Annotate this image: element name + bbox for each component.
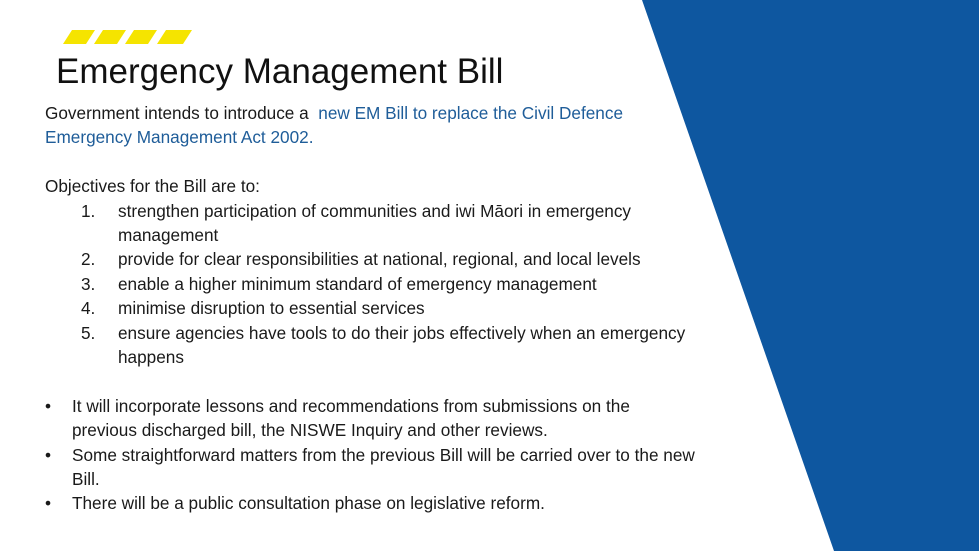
list-item [81, 296, 695, 320]
yellow-stripes-logo [63, 30, 192, 44]
intro-lead: Government intends to introduce a [45, 103, 309, 123]
slide-body [45, 101, 695, 516]
bullet-list [45, 394, 695, 516]
list-text: It will incorporate lessons and recommendations from submissions on the previous discharged bill, the NISWE Inquiry and other reviews. [72, 395, 630, 441]
yellow-stripe [157, 30, 192, 44]
slide-title: Emergency Management Bill [56, 52, 504, 91]
objectives-list [45, 199, 695, 370]
intro-paragraph [45, 101, 695, 150]
list-item [45, 394, 695, 443]
list-text: ensure agencies have tools to do their jobs effectively when an emergency happens [118, 322, 686, 368]
list-text: Some straightforward matters from the previous Bill will be carried over to the new Bill. [72, 444, 695, 490]
list-number: 5. [81, 322, 96, 343]
list-number: 4. [81, 298, 96, 319]
yellow-stripe [125, 30, 157, 44]
list-item [81, 272, 695, 296]
list-item [81, 247, 695, 271]
list-text: strengthen participation of communities and iwi Māori in emergency management [118, 200, 632, 246]
bullet-marker: • [45, 395, 52, 416]
list-text: provide for clear responsibilities at national, regional, and local levels [118, 249, 641, 270]
list-text: minimise disruption to essential services [118, 298, 425, 319]
list-item [81, 199, 695, 248]
list-text: There will be a public consultation phase on legislative reform. [72, 493, 545, 514]
yellow-stripe [63, 30, 95, 44]
list-number: 1. [81, 200, 96, 221]
yellow-stripe [94, 30, 126, 44]
list-number: 2. [81, 249, 96, 270]
list-item [45, 443, 695, 492]
list-number: 3. [81, 273, 96, 294]
bullet-marker: • [45, 493, 52, 514]
list-item [45, 491, 695, 515]
bullet-marker: • [45, 444, 52, 465]
list-item [81, 321, 695, 370]
list-text: enable a higher minimum standard of emergency management [118, 273, 597, 294]
objectives-heading: Objectives for the Bill are to: [45, 176, 260, 197]
intro-highlight: new EM Bill to replace the Civil Defence Emergency Management Act 2002. [45, 103, 623, 148]
